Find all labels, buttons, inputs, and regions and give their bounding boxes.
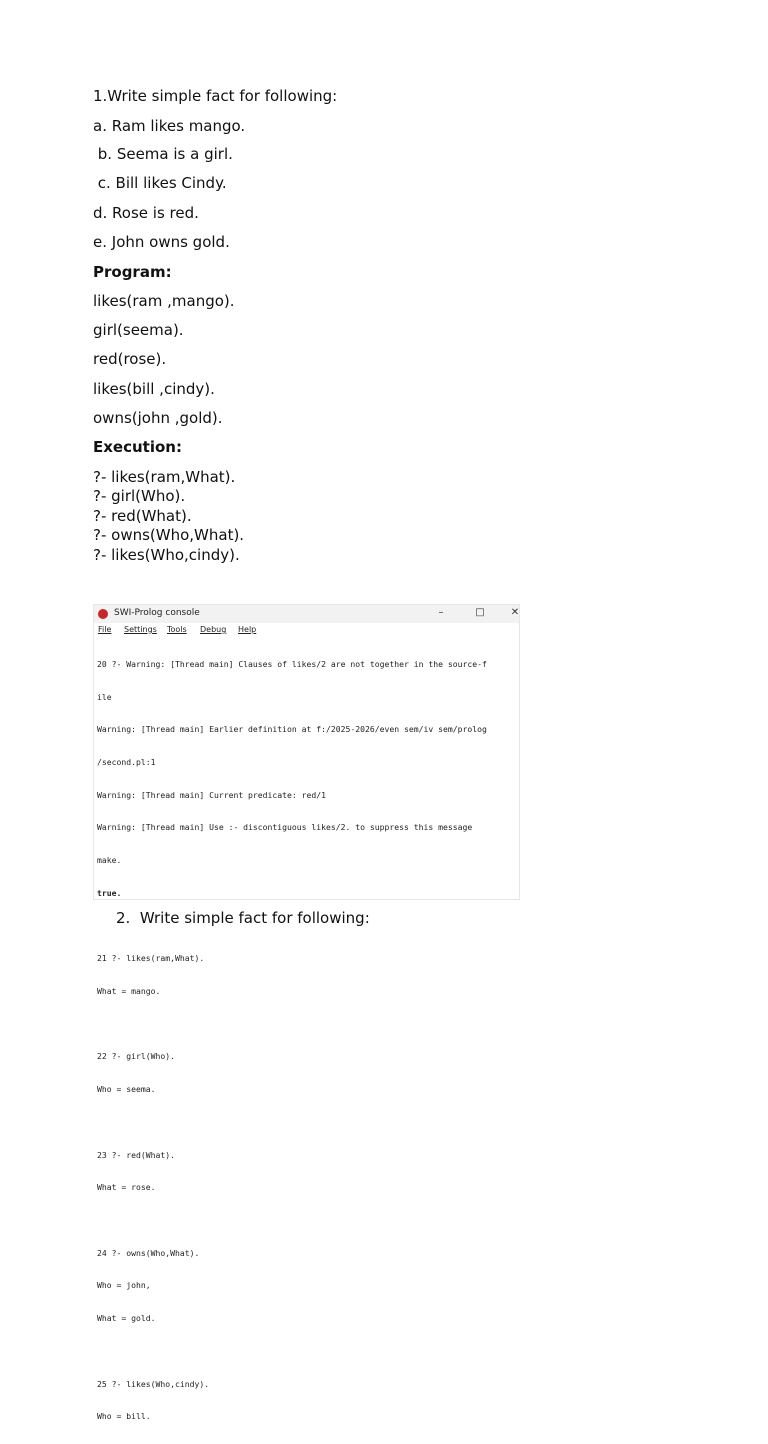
menu-help[interactable]: Help bbox=[238, 625, 257, 634]
console-line: Warning: [Thread main] Current predicate: red/1 bbox=[97, 789, 327, 800]
question1-item: d. Rose is red. bbox=[93, 204, 199, 222]
console-line bbox=[97, 1117, 516, 1128]
console-line: make. bbox=[97, 855, 122, 866]
execution-query: ?- owns(Who,What). bbox=[93, 526, 245, 544]
menu-debug[interactable]: Debug bbox=[200, 625, 227, 634]
question1-item: a. Ram likes mango. bbox=[93, 117, 246, 135]
execution-query: ?- likes(Who,cindy). bbox=[93, 546, 240, 564]
program-line: owns(john ,gold). bbox=[93, 409, 223, 427]
execution-query: ?- likes(ram,What). bbox=[93, 468, 236, 486]
console-line: Who = john, bbox=[97, 1280, 151, 1291]
swi-prolog-logo-icon bbox=[98, 609, 108, 619]
minimize-icon[interactable]: – bbox=[438, 607, 444, 618]
menu-tools[interactable]: Tools bbox=[167, 625, 187, 634]
console-line: 22 ?- girl(Who). bbox=[97, 1051, 175, 1062]
console-line: What = gold. bbox=[97, 1313, 156, 1324]
program-line: likes(ram ,mango). bbox=[93, 292, 235, 310]
execution-query: ?- red(What). bbox=[93, 507, 192, 525]
console-line: 23 ?- red(What). bbox=[97, 1149, 175, 1160]
menu-settings[interactable]: Settings bbox=[124, 625, 157, 634]
question1-heading: 1.Write simple fact for following: bbox=[93, 87, 338, 105]
console-line: Who = bill. bbox=[97, 1411, 151, 1422]
question1-item: b. Seema is a girl. bbox=[93, 145, 233, 163]
console-line: What = mango. bbox=[97, 986, 161, 996]
console-line: /second.pl:1 bbox=[97, 756, 156, 767]
console-menubar bbox=[94, 623, 519, 637]
execution-label: Execution: bbox=[93, 438, 182, 456]
console-line: Warning: [Thread main] Earlier definition at f:/2025-2026/even sem/iv sem/prolog bbox=[97, 724, 487, 735]
maximize-icon[interactable]: □ bbox=[475, 607, 485, 618]
console-output bbox=[94, 637, 519, 1444]
program-line: likes(bill ,cindy). bbox=[93, 380, 215, 398]
console-line: 25 ?- likes(Who,cindy). bbox=[97, 1378, 210, 1389]
console-line bbox=[97, 1019, 516, 1030]
console-line: Warning: [Thread main] Use :- discontiguous likes/2. to suppress this message bbox=[97, 822, 473, 833]
menu-file[interactable]: File bbox=[98, 625, 112, 634]
program-label: Program: bbox=[93, 263, 172, 281]
console-line: true. bbox=[97, 887, 122, 898]
close-icon[interactable]: ✕ bbox=[510, 607, 520, 618]
console-line bbox=[97, 1215, 516, 1226]
question1-item: e. John owns gold. bbox=[93, 233, 230, 251]
console-line: Who = seema. bbox=[97, 1084, 156, 1095]
question2-heading: 2. Write simple fact for following: bbox=[116, 909, 370, 927]
console-line bbox=[97, 1346, 516, 1357]
console-title: SWI-Prolog console bbox=[114, 608, 200, 618]
console-line: What = rose. bbox=[97, 1182, 156, 1193]
execution-query: ?- girl(Who). bbox=[93, 487, 186, 505]
console-line: ile bbox=[97, 691, 112, 702]
console-line: 21 ?- likes(ram,What). bbox=[97, 953, 205, 964]
program-line: red(rose). bbox=[93, 350, 167, 368]
console-line: 24 ?- owns(Who,What). bbox=[97, 1247, 200, 1258]
program-line: girl(seema). bbox=[93, 321, 184, 339]
console-titlebar bbox=[94, 605, 519, 623]
console-line: 20 ?- Warning: [Thread main] Clauses of likes/2 are not together in the source-f bbox=[97, 658, 487, 669]
question1-item: c. Bill likes Cindy. bbox=[93, 174, 227, 192]
